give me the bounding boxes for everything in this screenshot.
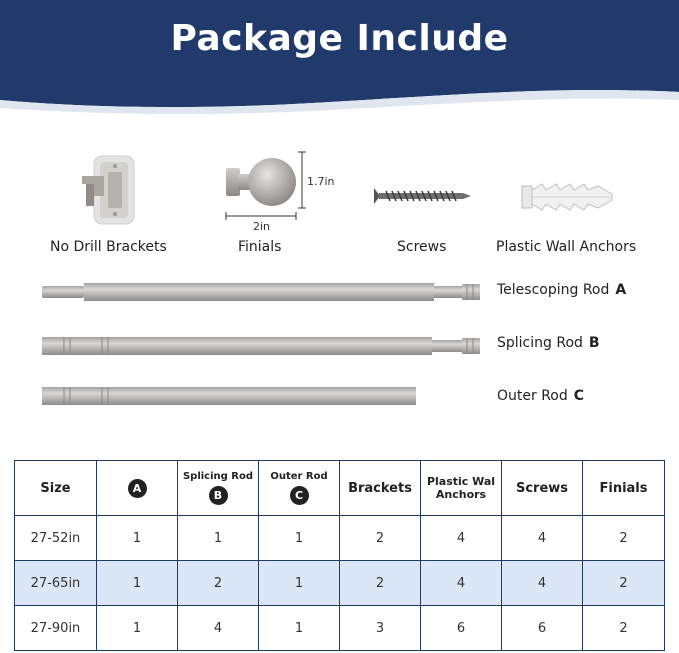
th-rod-a xyxy=(97,461,178,516)
rod-b-name: Splicing Rod xyxy=(497,335,583,351)
th-screws: Screws xyxy=(502,461,583,516)
cell-c: 1 xyxy=(259,516,340,561)
th-rod-b xyxy=(178,461,259,516)
badge-b: B xyxy=(209,486,228,505)
table-row xyxy=(15,516,665,561)
cell-size: 27-65in xyxy=(15,561,97,606)
finial-item xyxy=(218,144,338,234)
badge-a: A xyxy=(128,479,147,498)
th-size: Size xyxy=(15,461,97,516)
screw-label: Screws xyxy=(397,239,447,255)
bracket-label: No Drill Brackets xyxy=(50,239,167,255)
finial-height-label: 1.7in xyxy=(307,175,335,188)
package-table xyxy=(14,460,664,651)
cell-brackets: 2 xyxy=(340,516,421,561)
cell-brackets: 2 xyxy=(340,561,421,606)
screw-icon xyxy=(370,180,475,215)
header-banner xyxy=(0,0,679,120)
page-title: Package Include xyxy=(170,18,509,59)
rod-c-letter: C xyxy=(573,388,585,404)
finial-width-label: 2in xyxy=(253,220,271,233)
telescoping-rod xyxy=(40,280,485,304)
cell-c: 1 xyxy=(259,561,340,606)
cell-size: 27-52in xyxy=(15,516,97,561)
rod-c-image xyxy=(40,384,420,408)
splicing-rod xyxy=(40,334,485,358)
cell-screws: 4 xyxy=(502,516,583,561)
screw-item xyxy=(370,180,475,215)
cell-screws: 6 xyxy=(502,606,583,651)
table-row xyxy=(15,561,665,606)
cell-finials: 2 xyxy=(583,516,665,561)
cell-finials: 2 xyxy=(583,606,665,651)
cell-b: 4 xyxy=(178,606,259,651)
th-brackets: Brackets xyxy=(340,461,421,516)
bracket-icon xyxy=(60,150,160,230)
cell-a: 1 xyxy=(97,561,178,606)
th-rod-c-caption: Outer Rod xyxy=(270,471,328,482)
rod-b-image xyxy=(40,334,485,358)
badge-c: C xyxy=(290,486,309,505)
anchor-item xyxy=(518,180,618,214)
cell-anchors: 4 xyxy=(421,516,502,561)
th-finials: Finials xyxy=(583,461,665,516)
cell-finials: 2 xyxy=(583,561,665,606)
cell-c: 1 xyxy=(259,606,340,651)
cell-a: 1 xyxy=(97,516,178,561)
telescoping-rod-label xyxy=(497,282,626,298)
cell-anchors: 4 xyxy=(421,561,502,606)
th-rod-b-caption: Splicing Rod xyxy=(182,471,254,482)
finial-label: Finials xyxy=(238,239,282,255)
anchor-icon xyxy=(518,180,618,214)
cell-b: 1 xyxy=(178,516,259,561)
rod-c-name: Outer Rod xyxy=(497,388,568,404)
rod-b-letter: B xyxy=(588,335,600,351)
rod-a-image xyxy=(40,280,485,304)
cell-anchors: 6 xyxy=(421,606,502,651)
cell-screws: 4 xyxy=(502,561,583,606)
table-row xyxy=(15,606,665,651)
outer-rod xyxy=(40,384,420,408)
th-rod-c xyxy=(259,461,340,516)
rod-a-letter: A xyxy=(615,282,627,298)
cell-size: 27-90in xyxy=(15,606,97,651)
cell-b: 2 xyxy=(178,561,259,606)
anchor-label: Plastic Wall Anchors xyxy=(496,239,637,255)
th-anchors: Plastic Wal Anchors xyxy=(421,461,502,516)
outer-rod-label xyxy=(497,388,584,404)
contents-table xyxy=(14,460,665,651)
finial-icon xyxy=(218,144,338,234)
cell-brackets: 3 xyxy=(340,606,421,651)
table-header-row xyxy=(15,461,665,516)
rod-a-name: Telescoping Rod xyxy=(497,282,610,298)
cell-a: 1 xyxy=(97,606,178,651)
splicing-rod-label xyxy=(497,335,600,351)
